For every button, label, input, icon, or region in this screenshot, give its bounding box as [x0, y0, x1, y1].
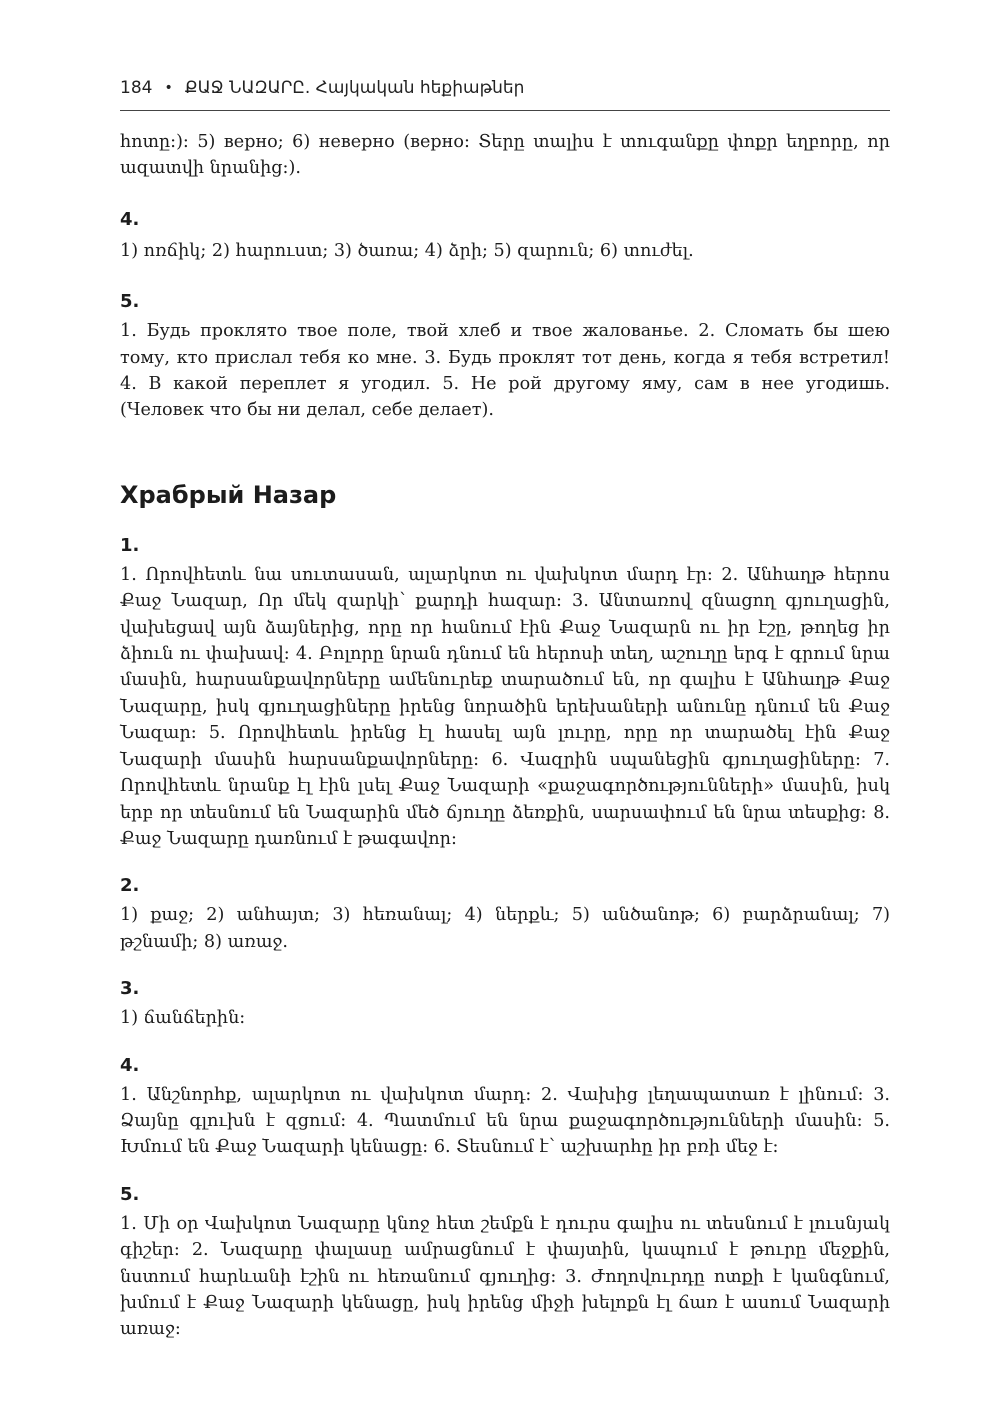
section-exercise-2-heading: 2. [120, 875, 140, 897]
section-exercise-2-answers: 1) քաջ; 2) անհայտ; 3) հեռանալ; 4) ներքև; 5) անծանոթ; 6) բարձրանալ; 7) թշնամի; 8) առաջ. [120, 905, 890, 952]
exercise-4-answers: 1) ոռճիկ; 2) հարուստ; 3) ծառա; 4) ձրի; 5) զարուն; 6) տուժել. [120, 240, 694, 261]
header-rule [120, 110, 890, 111]
header-separator: • [164, 80, 173, 96]
section-exercise-3-answers: 1) ճանճերին: [120, 1008, 246, 1029]
section-exercise-4-heading: 4. [120, 1054, 140, 1076]
exercise-5-answers: 1. Будь проклято твое поле, твой хлеб и твое жалованье. 2. Сломать бы шею тому, кто прислал тебя ко мне. 3. Будь проклят тот день, когда я тебя встретил! 4. В какой переплет я угодил. 5. Не рой другому яму, сам в нее угодишь. (Человек что бы ни делал, себе делает). [120, 321, 890, 421]
section-exercise-1-heading: 1. [120, 534, 140, 556]
section-title: Храбрый Назар [120, 480, 337, 509]
page-number: 184 [120, 78, 153, 98]
section-exercise-1-answers: 1. Որովհետև նա սուտասան, ալարկոտ ու վախկոտ մարդ էր: 2. Անհաղթ հերոս Քաջ Նազար, Որ մեկ զարկի՝ քարդի հազար: 3. Անտառով զնացող գյուղացին, վախեցավ այն ձայներից, որը որ հանում էին Քաջ Նազարն ու իր էշը, թողեց իր ձիուն ու փախավ: 4. Բոլորը նրան դնում են հերոսի տեղ, աշուղը երգ է գրում նրա մասին, հարսանքավորները ամենուրեք տարածում են, որ գալիս է Անհաղթ Քաջ Նազարը, իսկ գյուղացիները իրենց նորածին երեխաների անունը դնում են Քաջ Նազար: 5. Որովհետև իրենց էլ հասել այն լուրը, որը որ տարածել էին Քաջ Նազարի մասին հարսանքավորները: 6. Վազրին սպանեցին գյուղացիները: 7. Որովհետև նրանք էլ էին լսել Քաջ Նազարի «քաջագործությունների» մասին, իսկ երբ որ տեսնում են Նազարին մեծ ճյուղը ձեռքին, սարսափում են նրա տեսքից: 8. Քաջ Նազարը դառնում է թագավոր: [120, 564, 890, 849]
section-exercise-4-answers: 1. Անշնորհք, ալարկոտ ու վախկոտ մարդ: 2. Վախից լեղապատառ է լինում: 3. Ձայնը գլուխն է զցում: 4. Պատմում են նրա քաջագործությունների մասին: 5. Խմում են Քաջ Նազարի կենացը: 6. Տեսնում է՝ աշխարհը իր բռի մեջ է: [120, 1084, 890, 1158]
section-exercise-3-heading: 3. [120, 978, 140, 1000]
running-header [120, 70, 890, 106]
exercise-5-heading: 5. [120, 291, 140, 313]
running-title: ՔԱՋ ՆԱԶԱՐԸ. Հայկական հեքիաթներ [184, 78, 525, 98]
book-page [120, 70, 890, 1343]
section-exercise-5-heading: 5. [120, 1183, 140, 1205]
section-exercise-5-answers: 1. Մի օր Վախկոտ Նազարը կնոջ հետ շեմքն է դուրս գալիս ու տեսնում է լուսնյակ գիշեր: 2. Նազարը փալասը ամրացնում է փայտին, կապում է թուրը մեջքին, նստում հարևանի էշին ու հեռանում գյուղից: 3. Ժողովուրդը ոտքի է կանգնում, խմում է Քաջ Նազարի կենացը, իսկ իրենց միջի խելոքն էլ ճառ է ասում Նազարի առաջ: [120, 1213, 890, 1340]
continuation-paragraph: հոտը:): 5) верно; 6) неверно (верно: Տերը տալիս է տուգանքը փոքր եղբորը, որ ազատվի նրանից:). [120, 132, 890, 179]
exercise-4-heading: 4. [120, 208, 140, 230]
